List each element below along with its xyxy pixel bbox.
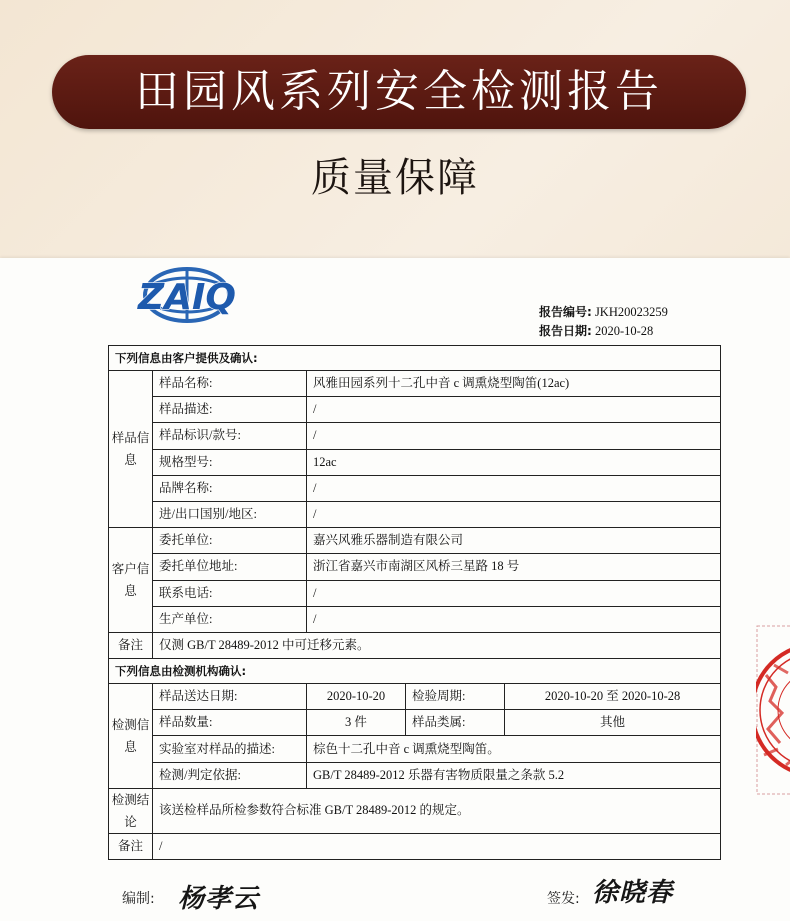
quantity-label: 样品数量: <box>153 710 307 736</box>
banner-title: 田园风系列安全检测报告 <box>135 66 663 117</box>
sample-row-value: / <box>307 423 721 449</box>
customer-row-label: 生产单位: <box>153 606 307 632</box>
customer-row-label: 联系电话: <box>153 580 307 606</box>
conclusion-group-label: 检测结论 <box>109 788 153 833</box>
lab-group-label: 检测信息 <box>109 684 153 789</box>
lab-section-header: 下列信息由检测机构确认: <box>109 659 721 684</box>
sample-row-label: 样品名称: <box>153 371 307 397</box>
period-label: 检验周期: <box>406 684 505 710</box>
logo-text: ZAIQ <box>138 277 236 318</box>
sample-row-value: / <box>307 501 721 527</box>
sample-row-label: 样品描述: <box>153 397 307 423</box>
report-table <box>108 345 721 860</box>
client-section-header: 下列信息由客户提供及确认: <box>109 346 721 371</box>
subtitle: 质量保障 <box>311 155 479 201</box>
customer-row-label: 委托单位: <box>153 528 307 554</box>
sample-row-value: / <box>307 475 721 501</box>
basis-label: 检测/判定依据: <box>153 762 307 788</box>
sample-row-label: 品牌名称: <box>153 475 307 501</box>
basis-value: GB/T 28489-2012 乐器有害物质限量之条款 5.2 <box>307 762 721 788</box>
sample-row-value: 12ac <box>307 449 721 475</box>
signer-label: 签发: <box>547 891 580 907</box>
receive-date-label: 样品送达日期: <box>153 684 307 710</box>
lab-remark-label: 备注 <box>109 833 153 859</box>
period-value: 2020-10-20 至 2020-10-28 <box>505 684 721 710</box>
editor-signature: 杨孝云 <box>178 884 260 914</box>
sample-row-value: / <box>307 397 721 423</box>
customer-row-label: 委托单位地址: <box>153 554 307 580</box>
editor-label: 编制: <box>122 891 155 907</box>
signer-signature: 徐晓春 <box>592 878 674 908</box>
quantity-value: 3 件 <box>307 710 406 736</box>
client-remark-label: 备注 <box>109 632 153 658</box>
sample-row-label: 样品标识/款号: <box>153 423 307 449</box>
receive-date-value: 2020-10-20 <box>307 684 406 710</box>
official-stamp <box>756 625 790 795</box>
sample-row-label: 进/出口国别/地区: <box>153 501 307 527</box>
zaiq-logo <box>120 264 254 326</box>
customer-group-label: 客户信息 <box>109 528 153 633</box>
customer-row-value: 嘉兴风雅乐器制造有限公司 <box>307 528 721 554</box>
report-number: JKH20023259 <box>594 305 668 319</box>
customer-row-value: / <box>307 606 721 632</box>
report-date: 2020-10-28 <box>594 324 654 338</box>
category-value: 其他 <box>505 710 721 736</box>
lab-remark-value: / <box>153 833 721 859</box>
report-date-label: 报告日期: <box>539 324 592 338</box>
report-number-label: 报告编号: <box>539 305 592 319</box>
conclusion-value: 该送检样品所检参数符合标准 GB/T 28489-2012 的规定。 <box>153 788 721 833</box>
report-meta <box>539 303 668 341</box>
sample-group-label: 样品信息 <box>109 371 153 528</box>
lab-description-label: 实验室对样品的描述: <box>153 736 307 762</box>
sample-row-value: 风雅田园系列十二孔中音 c 调熏烧型陶笛(12ac) <box>307 371 721 397</box>
sample-row-label: 规格型号: <box>153 449 307 475</box>
customer-row-value: 浙江省嘉兴市南湖区风桥三星路 18 号 <box>307 554 721 580</box>
category-label: 样品类属: <box>406 710 505 736</box>
customer-row-value: / <box>307 580 721 606</box>
title-banner <box>52 55 746 129</box>
client-remark-value: 仅测 GB/T 28489-2012 中可迁移元素。 <box>153 632 721 658</box>
lab-description-value: 棕色十二孔中音 c 调熏烧型陶笛。 <box>307 736 721 762</box>
